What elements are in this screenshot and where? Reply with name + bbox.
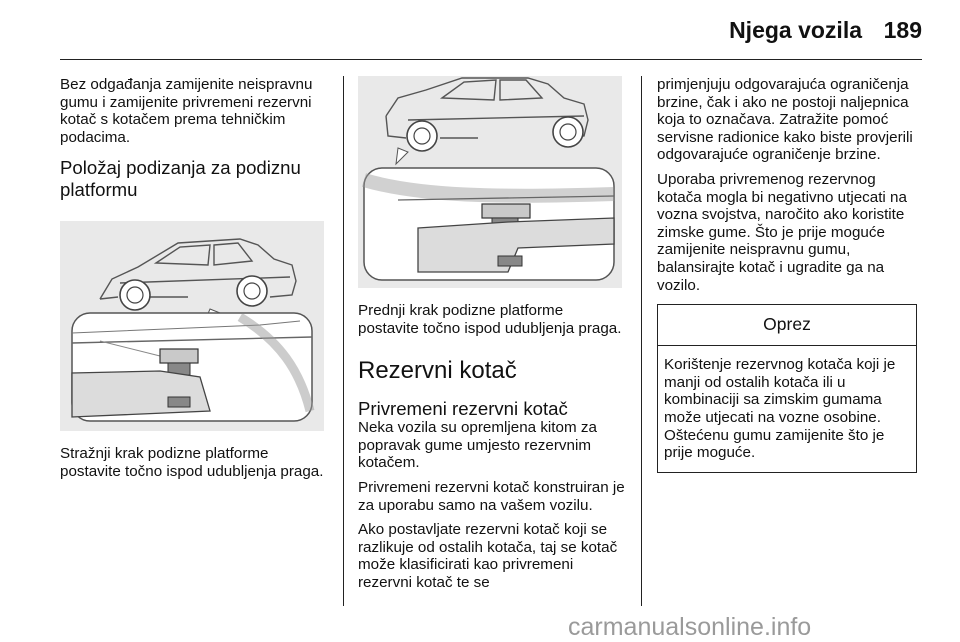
column-divider-2 [641,76,642,606]
caution-text: Korištenje rezervnog kotača koji je manji od ostalih kotača ili u kombinaciji sa zimskim gumama može utjecati na vozne osobine. Oštećenu gumu zamijenite što je prije moguće. [664,356,896,462]
caution-title: Oprez [658,305,916,346]
page-title: Njega vozila [729,17,862,43]
caution-body [658,346,916,472]
intro-paragraph: Bez odgađanja zamijenite neispravnu gumu i zamijenite privremeni rezervni kotač s kotačem prema tehničkim podacima. [60,76,313,146]
header-rule [60,59,922,60]
front-lift-caption: Prednji krak podizne platforme postavite točno ispod udubljenja praga. [358,302,622,337]
speed-limit-paragraph: primjenjuju odgovarajuća ograničenja brzine, čak i ako ne postoji naljepnica koja to označava. Zatražite pomoć servisne radionice kako biste provjerili odgovarajuće ograničenje brzine. [657,76,913,164]
front-lift-figure [358,76,622,288]
page-header [0,0,960,62]
rear-lift-caption: Stražnji krak podizne platforme postavite točno ispod udubljenja praga. [60,445,324,480]
column-middle [358,76,626,592]
column-right [657,76,922,473]
handling-paragraph: Uporaba privremenog rezervnog kotača mogla bi negativno utjecati na vozna svojstva, naročito ako koristite zimske gume. Što je prije moguće zamijenite neispravnu gumu, balansirajte kotač i ugradite ga na vozilo. [657,170,907,294]
spare-wheel-heading: Rezervni kotač [358,357,517,385]
caution-box [657,304,917,473]
page-number: 189 [883,17,922,43]
column-divider-1 [343,76,344,606]
spare-paragraph-2: Privremeni rezervni kotač konstruiran je za uporabu samo na vašem vozilu. [358,478,625,514]
column-left [60,76,328,481]
spare-paragraph-1: Neka vozila su opremljena kitom za popravak gume umjesto rezervnim kotačem. [358,419,597,472]
rear-lift-figure [60,221,324,431]
spare-paragraph-3: Ako postavljate rezervni kotač koji se razlikuje od ostalih kotača, taj se kotač može klasificirati kao privremeni rezervni kotač te se [358,521,618,591]
temporary-spare-heading: Privremeni rezervni kotač [358,398,568,420]
lift-position-heading: Položaj podizanja za podiznu platformu [60,157,301,201]
watermark: carmanualsonline.info [568,613,812,641]
